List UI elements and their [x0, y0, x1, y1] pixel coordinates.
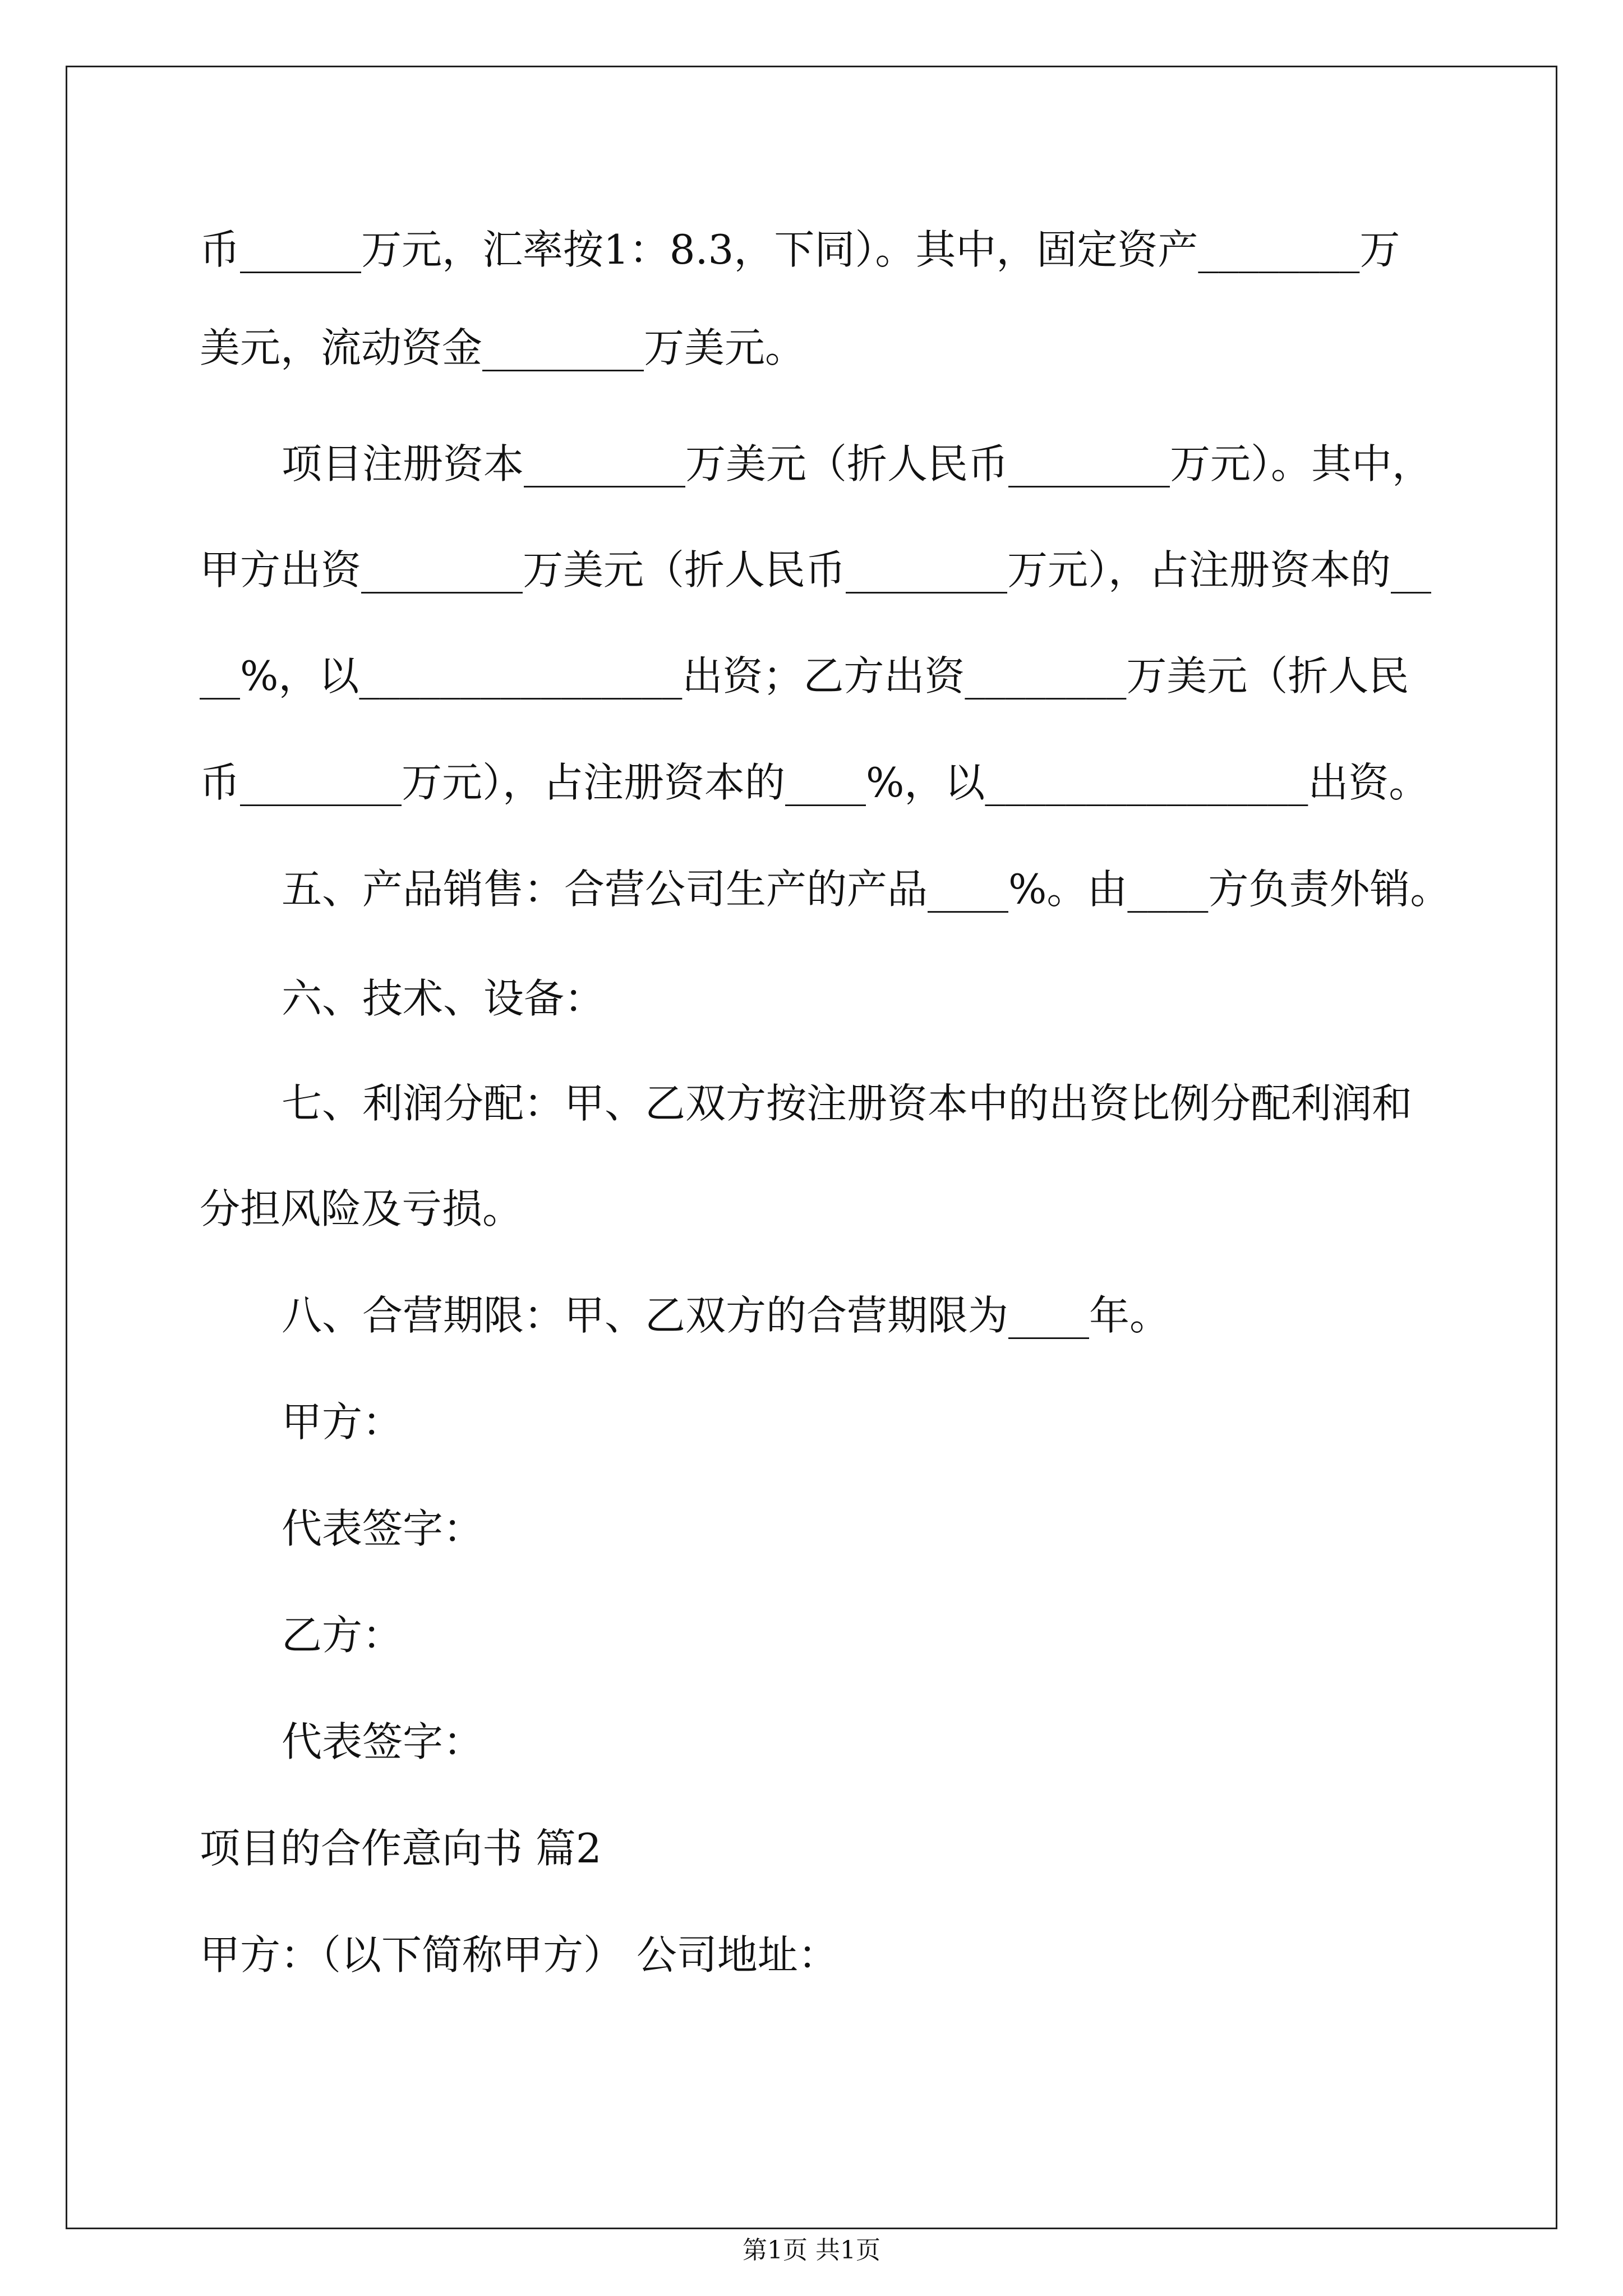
text-line: 币________万元），占注册资本的____%，以________________出资。	[200, 759, 1430, 806]
text-line: 项目注册资本________万美元（折人民币________万元）。其中，	[282, 440, 1433, 487]
page-number: 第1页 共1页	[743, 2236, 880, 2265]
text-line: 分担风险及亏损。	[200, 1185, 523, 1232]
text-line: 八、合营期限：甲、乙双方的合营期限为____年。	[282, 1292, 1170, 1339]
text-line: 美元，流动资金________万美元。	[200, 324, 806, 371]
text-line: 甲方出资________万美元（折人民币________万元），占注册资本的__	[200, 546, 1432, 593]
text-line: 七、利润分配：甲、乙双方按注册资本中的出资比例分配利润和	[282, 1080, 1413, 1127]
text-line: 代表签字：	[282, 1505, 484, 1552]
text-line: 甲方：	[282, 1398, 403, 1446]
text-line: 甲方：（以下简称甲方） 公司地址：	[200, 1931, 838, 1978]
text-line: 五、产品销售：合营公司生产的产品____%。由____方负责外销。	[282, 866, 1451, 913]
text-line: 乙方：	[282, 1612, 403, 1659]
page-border	[66, 66, 1557, 2229]
text-line: 六、技术、设备：	[282, 975, 605, 1022]
section-heading: 项目的合作意向书 篇2	[200, 1825, 602, 1872]
text-line: __%，以________________出资；乙方出资________万美元（折人民	[200, 652, 1409, 700]
text-line: 代表签字：	[282, 1718, 484, 1765]
text-line: 币______万元，汇率按1：8.3，下同）。其中，固定资产________万	[200, 226, 1400, 273]
